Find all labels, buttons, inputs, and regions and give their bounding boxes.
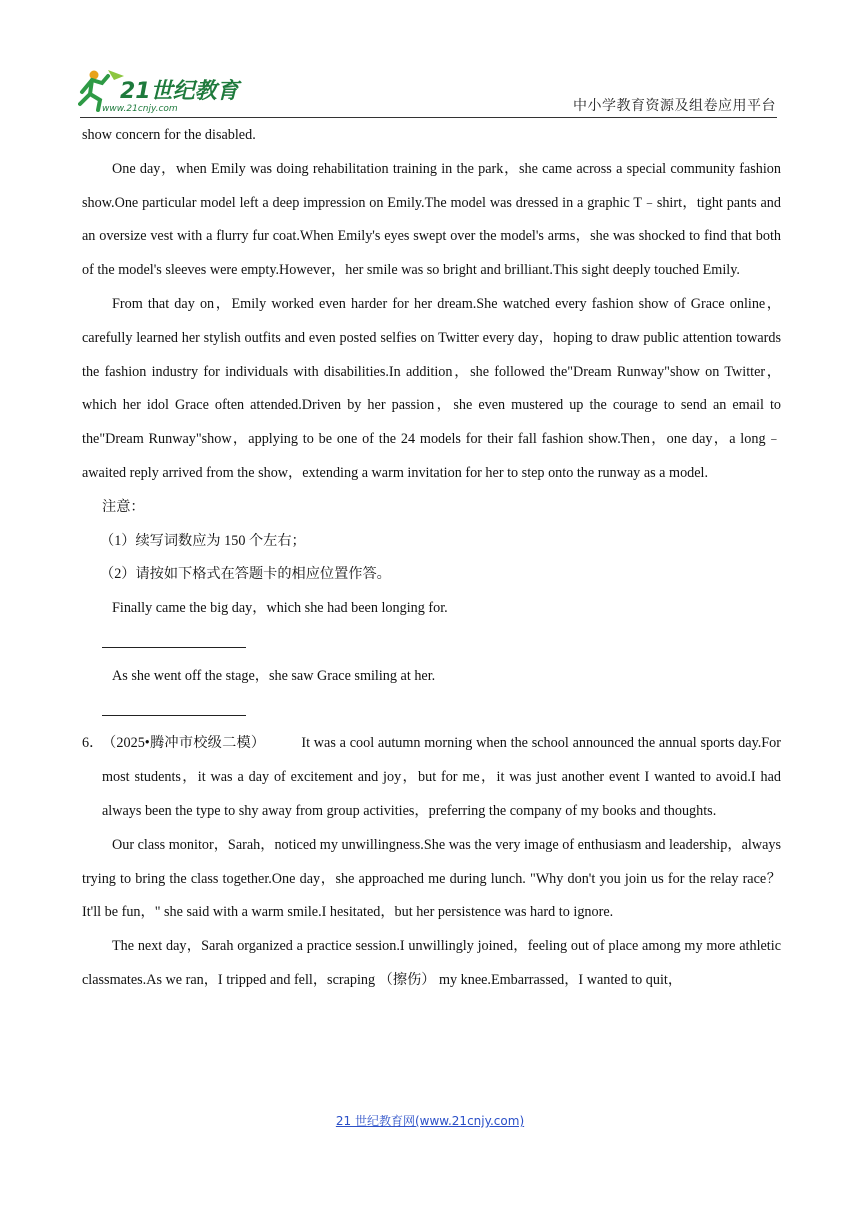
question-6 <box>82 727 781 828</box>
platform-name: 中小学教育资源及组卷应用平台 <box>573 98 776 114</box>
paragraph: show concern for the disabled. <box>82 127 256 143</box>
answer-line <box>82 694 781 728</box>
site-logo <box>78 66 253 116</box>
note-item: （1）续写词数应为 150 个左右； <box>100 532 306 549</box>
document-body <box>82 119 781 998</box>
writing-prompt: As she went off the stage，she saw Grace smiling at her. <box>112 667 436 684</box>
note-item: （2）请按如下格式在答题卡的相应位置作答。 <box>100 566 391 583</box>
logo-text: 21世纪教育 <box>120 79 239 104</box>
question-source: （2025•腾冲市校级二模） <box>102 735 266 752</box>
writing-prompt: Finally came the big day，which she had been longing for. <box>112 600 448 617</box>
paragraph: The next day，Sarah organized a practice session.I unwillingly joined，feeling out of place among my more athletic classmates.As we ran，I tripped and fell，scraping （擦伤） my knee.Embarrassed，I wanted to quit， <box>82 938 781 988</box>
question-text: It was a cool autumn morning when the school announced the annual sports day.For most students，it was a day of excitement and joy，but for me，it was just another event I wanted to avoid.I had always been the type to shy away from group activities，preferring the company of my books and thoughts. <box>102 735 781 819</box>
header-divider <box>80 117 777 118</box>
paragraph: Our class monitor，Sarah，noticed my unwillingness.She was the very image of enthusiasm and leadership，always trying to bring the class together.One day，she approached me during lunch. "Why don't you join us for the relay race？It'll be fun，" she said with a warm smile.I hesitated，but her persistence was hard to ignore. <box>82 836 781 921</box>
logo-url: www.21cnjy.com <box>102 104 178 114</box>
paragraph: One day，when Emily was doing rehabilitation training in the park，she came across a special community fashion show.One particular model left a deep impression on Emily.The model was dressed in a graphic T﹣shirt，tight pants and an oversize vest with a flurry fur coat.When Emily's eyes swept over the model's arms，she was shocked to find that both of the model's sleeves were empty.However，her smile was so bright and brilliant.This sight deeply touched Emily. <box>82 160 781 279</box>
notes-title: 注意： <box>102 498 145 515</box>
paragraph: From that day on，Emily worked even harder for her dream.She watched every fashion show of Grace online，carefully learned her stylish outfits and even posted selfies on Twitter every day，hoping to draw public attention towards the fashion industry for individuals with disabilities.In addition，she followed the"Dream Runway"show on Twitter，which her idol Grace often attended.Driven by her passion，she even mustered up the courage to send an email to the"Dream Runway"show，applying to be one of the 24 models for their fall fashion show.Then，one day，a long﹣awaited reply arrived from the show，extending a warm invitation for her to step onto the runway as a model. <box>82 295 781 481</box>
answer-line <box>82 626 781 660</box>
footer-link[interactable]: 21 世纪教育网(www.21cnjy.com) <box>335 1114 525 1128</box>
question-number: 6． <box>82 735 104 752</box>
